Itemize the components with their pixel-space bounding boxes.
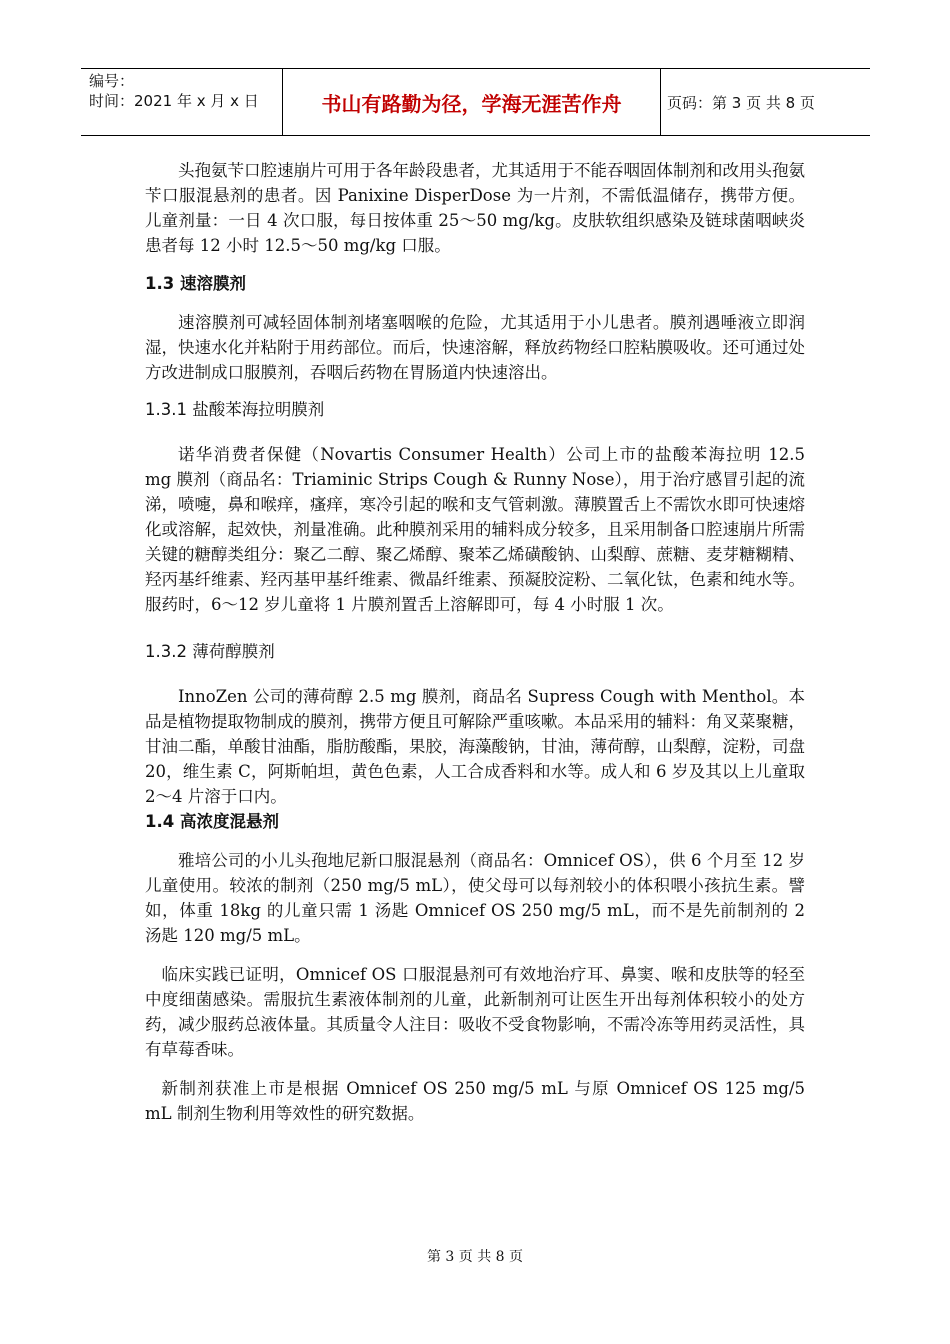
document-date: 时间：2021 年 x 月 x 日 <box>89 92 259 110</box>
paragraph-intro: 头孢氨苄口腔速崩片可用于各年龄段患者，尤其适用于不能吞咽固体制剂和改用头孢氨苄口服混悬剂的患者。因 Panixine DisperDose 为一片剂，不需低温储存，携带方便。儿童剂量：一日 4 次口服，每日按体重 25～50 mg/kg。皮肤软组织感染及链球菌咽峡炎患者每 12 小时 12.5～50 mg/kg 口服。 <box>145 161 805 255</box>
document-number: 编号： <box>89 72 135 90</box>
paragraph-1-3-2: InnoZen 公司的薄荷醇 2.5 mg 膜剂，商品名 Supress Cough with Menthol。本品是植物提取物制成的膜剂，携带方便且可解除严重咳嗽。本品采用的辅料：角叉菜聚糖，甘油二酯，单酸甘油酯，脂肪酸酯，果胶，海藻酸钠，甘油，薄荷醇，山梨醇，淀粉，司盘 20，维生素 C，阿斯帕坦，黄色色素，人工合成香料和水等。成人和 6 岁及其以上儿童取 2～4 片溶于口内。 <box>145 687 805 806</box>
paragraph-1-3-1: 诺华消费者保健（Novartis Consumer Health）公司上市的盐酸苯海拉明 12.5 mg 膜剂（商品名：Triaminic Strips Cough & Runny Nose），用于治疗感冒引起的流涕，喷嚏，鼻和喉痒，瘙痒，寒冷引起的喉和支气管刺激。薄膜置舌上不需饮水即可快速熔化或溶解，起效快，剂量准确。此种膜剂采用的辅料成分较多，且采用制备口腔速崩片所需关键的糖醇类组分：聚乙二醇、聚乙烯醇、聚苯乙烯磺酸钠、山梨醇、蔗糖、麦芽糖糊精、羟丙基纤维素、羟丙基甲基纤维素、微晶纤维素、预凝胶淀粉、二氧化钛，色素和纯水等。服药时，6～12 岁儿童将 1 片膜剂置舌上溶解即可，每 4 小时服 1 次。 <box>145 445 805 614</box>
section-heading-1-3-1: 1.3.1 盐酸苯海拉明膜剂 <box>145 400 325 419</box>
document-body <box>145 158 805 1126</box>
header-meta <box>81 69 283 135</box>
header-page-number: 页码：第 3 页 共 8 页 <box>667 93 815 112</box>
section-heading-1-4: 1.4 高浓度混悬剂 <box>145 812 279 831</box>
section-heading-1-3: 1.3 速溶膜剂 <box>145 274 246 293</box>
header-motto: 书山有路勤为径，学海无涯苦作舟 <box>283 69 661 135</box>
section-heading-1-3-2: 1.3.2 薄荷醇膜剂 <box>145 642 275 661</box>
page-footer: 第 3 页 共 8 页 <box>426 1249 524 1265</box>
paragraph-1-4-a: 雅培公司的小儿头孢地尼新口服混悬剂（商品名：Omnicef OS），供 6 个月至 12 岁儿童使用。较浓的制剂（250 mg/5 mL），使父母可以每剂较小的体积喂小孩抗生素。譬如，体重 18kg 的儿童只需 1 汤匙 Omnicef OS 250 mg/5 mL，而不是先前制剂的 2 汤匙 120 mg/5 mL。 <box>145 851 805 945</box>
paragraph-1-4-b: 临床实践已证明，Omnicef OS 口服混悬剂可有效地治疗耳、鼻窦、喉和皮肤等的轻至中度细菌感染。需服抗生素液体制剂的儿童，此新制剂可让医生开出每剂体积较小的处方药，减少服药总液体量。其质量令人注目：吸收不受食物影响，不需冷冻等用药灵活性，具有草莓香味。 <box>145 965 805 1059</box>
page-header <box>81 68 870 136</box>
paragraph-1-3: 速溶膜剂可减轻固体制剂堵塞咽喉的危险，尤其适用于小儿患者。膜剂遇唾液立即润湿，快速水化并粘附于用药部位。而后，快速溶解，释放药物经口腔粘膜吸收。还可通过处方改进制成口服膜剂，吞咽后药物在胃肠道内快速溶出。 <box>145 313 805 382</box>
paragraph-1-4-c: 新制剂获准上市是根据 Omnicef OS 250 mg/5 mL 与原 Omnicef OS 125 mg/5 mL 制剂生物利用等效性的研究数据。 <box>145 1079 805 1123</box>
